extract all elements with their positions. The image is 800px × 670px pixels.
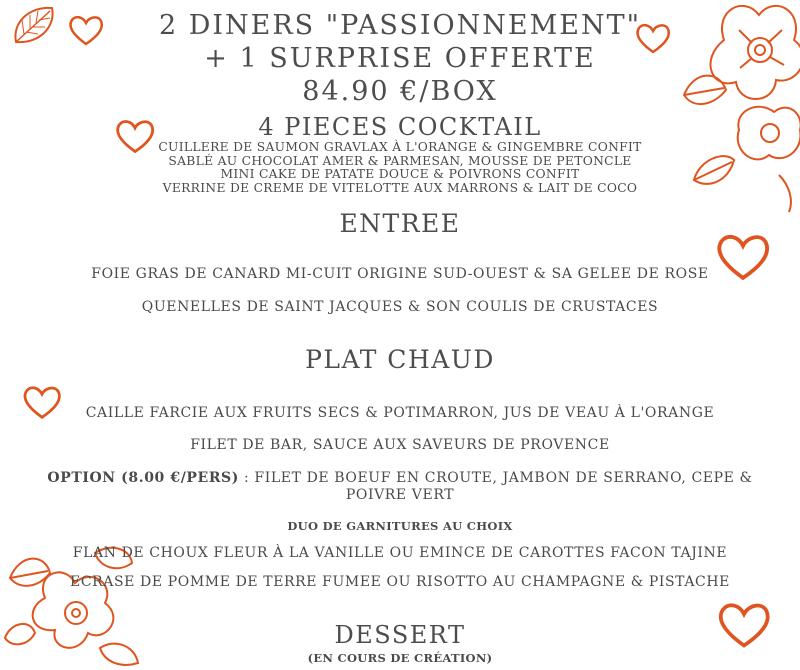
plat-item: CAILLE FARCIE AUX FRUITS SECS & POTIMARRON, JUS DE VEAU À L'ORANGE bbox=[85, 405, 715, 421]
entree-item: QUENELLES DE SAINT JACQUES & SON COULIS DE CRUSTACES bbox=[141, 299, 659, 315]
price: 84.90 €/BOX bbox=[302, 76, 498, 107]
cocktail-item: CUILLERE DE SAUMON GRAVLAX À L'ORANGE & GINGEMBRE CONFIT bbox=[158, 140, 642, 154]
cocktail-item: VERRINE DE CREME DE VITELOTTE AUX MARRONS & LAIT DE COCO bbox=[162, 180, 638, 195]
cocktail-item: MINI CAKE DE PATATE DOUCE & POIVRONS CONFIT bbox=[220, 167, 580, 181]
option-line-2: POIVRE VERT bbox=[345, 487, 455, 503]
entree-item: FOIE GRAS DE CANARD MI-CUIT ORIGINE SUD-OUEST & SA GELEE DE ROSE bbox=[91, 266, 709, 282]
cocktail-item: SABLÉ AU CHOCOLAT AMER & PARMESAN, MOUSSE DE PETONCLE bbox=[168, 153, 632, 168]
garnitures-title: DUO DE GARNITURES AU CHOIX bbox=[287, 519, 513, 533]
plat-item: FILET DE BAR, SAUCE AUX SAVEURS DE PROVENCE bbox=[190, 437, 610, 453]
entree-title: ENTREE bbox=[339, 209, 461, 238]
garniture-item: ECRASE DE POMME DE TERRE FUMEE OU RISOTTO AU CHAMPAGNE & PISTACHE bbox=[70, 574, 730, 590]
option-line bbox=[0, 470, 800, 486]
menu-title: 2 DINERS "PASSIONNEMENT" bbox=[158, 10, 642, 41]
dessert-title: DESSERT bbox=[334, 621, 466, 649]
option-label: OPTION (8.00 €/PERS) bbox=[47, 470, 239, 486]
surprise-line: + 1 SURPRISE OFFERTE bbox=[204, 43, 596, 74]
cocktail-title: 4 PIECES COCKTAIL bbox=[258, 113, 542, 141]
option-text: : FILET DE BOEUF EN CROUTE, JAMBON DE SERRANO, CEPE & bbox=[239, 470, 753, 486]
dessert-subtitle: (EN COURS DE CRÉATION) bbox=[307, 651, 493, 665]
plat-title: PLAT CHAUD bbox=[305, 345, 495, 374]
garniture-item: FLAN DE CHOUX FLEUR À LA VANILLE OU EMINCE DE CAROTTES FACON TAJINE bbox=[72, 545, 728, 561]
